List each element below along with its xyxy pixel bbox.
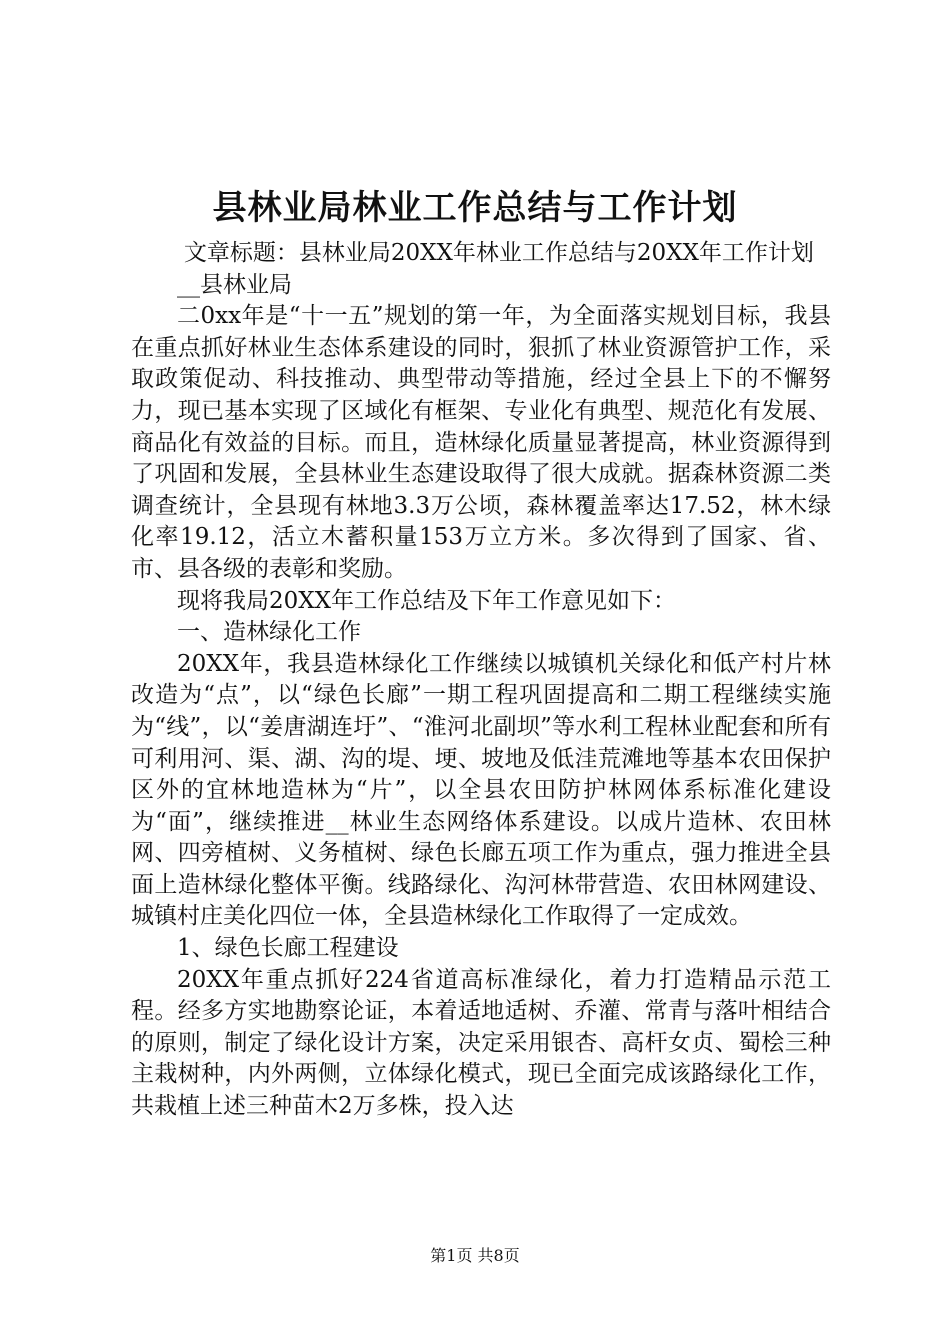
document-title: 县林业局林业工作总结与工作计划 [212, 188, 738, 228]
intro-paragraph: 二0xx年是“十一五”规划的第一年，为全面落实规划目标，我县在重点抓好林业生态体系建设的同时，狠抓了林业资源管护工作，采取政策促动、科技推动、典型带动等措施，经过全县上下的不懈努力，现已基本实现了区域化有框架、专业化有典型、规范化有发展、商品化有效益的目标。而且，造林绿化质量显著提高，林业资源得到了巩固和发展，全县林业生态建设取得了很大成就。据森林资源二类调查统计，全县现有林地3.3万公顷，森林覆盖率达17.52，林木绿化率19.12，活立木蓄积量153万立方米。多次得到了国家、省、市、县各级的表彰和奖励。 [131, 303, 831, 582]
green-corridor-paragraph: 20XX年重点抓好224省道高标准绿化，着力打造精品示范工程。经多方实地勘察论证，本着适地适树、乔灌、常青与落叶相结合的原则，制定了绿化设计方案，决定采用银杏、高杆女贞、蜀桧三种主栽树种，内外两侧，立体绿化模式，现已全面完成该路绿化工作，共栽植上述三种苗木2万多株，投入达 [131, 966, 831, 1120]
page-footer: 第1页 共8页 [430, 1246, 520, 1265]
subsection-heading-green-corridor: 1、绿色长廊工程建设 [177, 935, 399, 962]
document-body [131, 238, 831, 1123]
afforestation-paragraph: 20XX年，我县造林绿化工作继续以城镇机关绿化和低产村片林改造为“点”，以“绿色长廊”一期工程巩固提高和二期工程继续实施为“线”，以“姜唐湖连圩”、“淮河北副坝”等水利工程林业配套和所有可利用河、渠、湖、沟的堤、埂、坡地及低洼荒滩地等基本农田保护区外的宜林地造林为“片”，以全县农田防护林网体系标准化建设为“面”，继续推进__林业生态网络体系建设。以成片造林、农田林网、四旁植树、义务植树、绿色长廊五项工作为重点，强力推进全县面上造林绿化整体平衡。线路绿化、沟河林带营造、农田林网建设、城镇村庄美化四位一体，全县造林绿化工作取得了一定成效。 [131, 650, 831, 930]
section-heading-afforestation: 一、造林绿化工作 [177, 619, 361, 646]
author-paragraph: __县林业局 [177, 271, 292, 298]
article-title-paragraph: 文章标题：县林业局20XX年林业工作总结与20XX年工作计划 [183, 240, 814, 266]
summary-intro-paragraph: 现将我局20XX年工作总结及下年工作意见如下： [177, 587, 677, 614]
